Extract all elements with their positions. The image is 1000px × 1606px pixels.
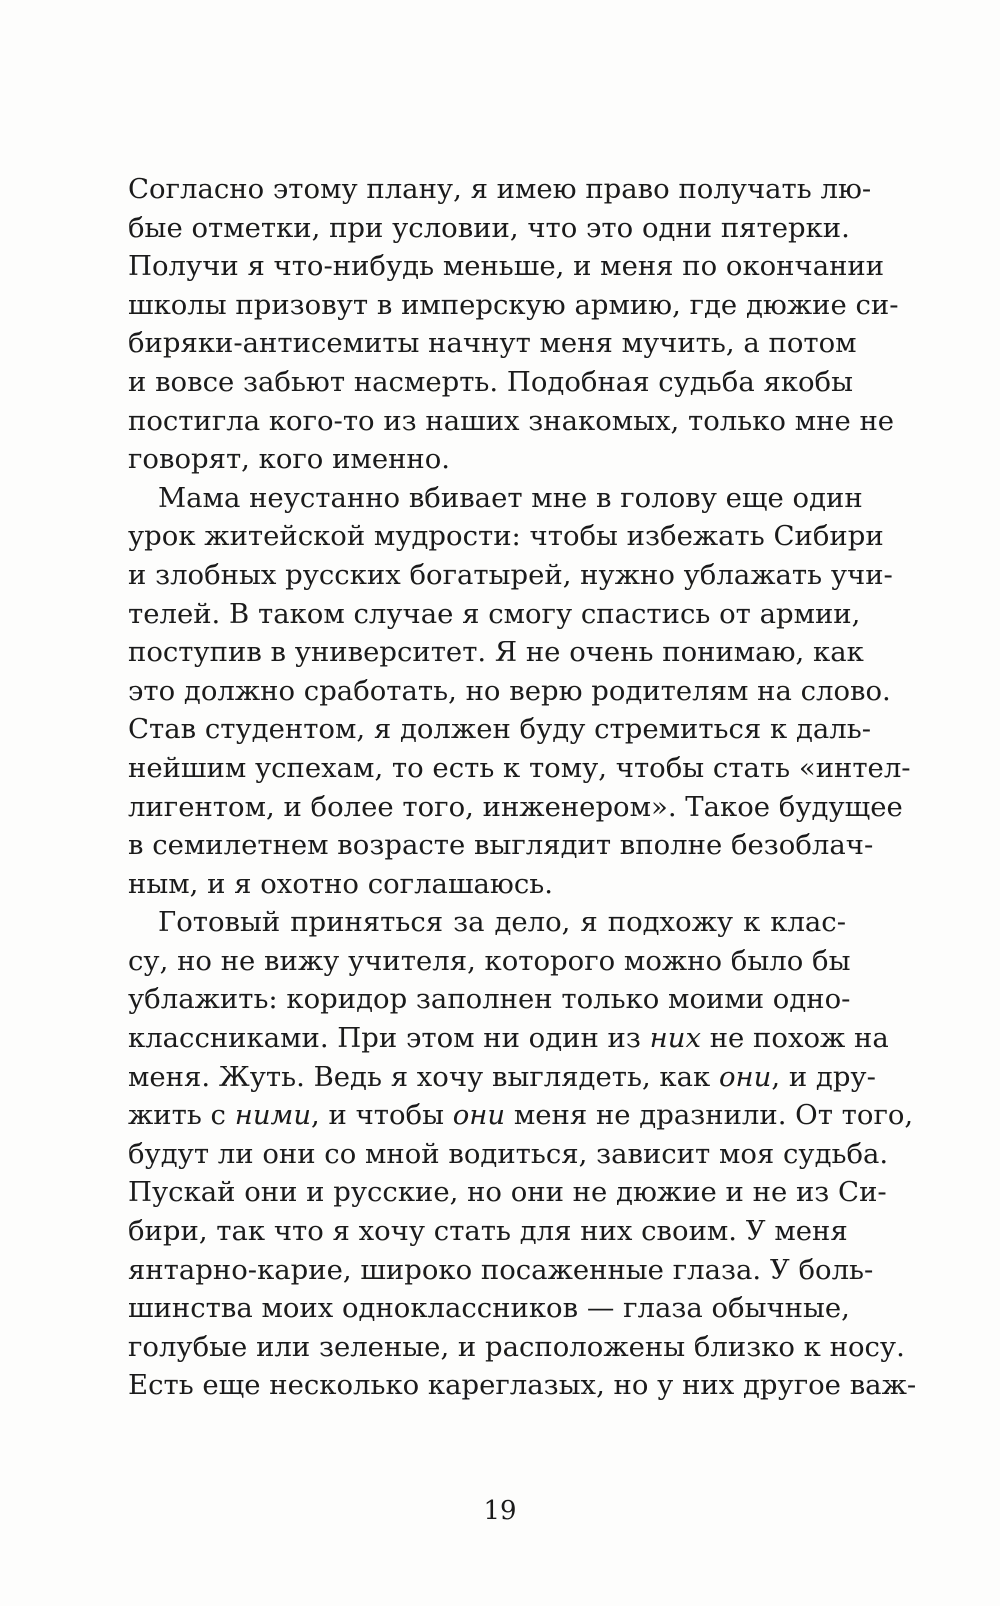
text-line: это должно сработать, но верю родителям на слово. — [128, 674, 891, 707]
text-line: шинства моих одноклассников — глаза обычные, — [128, 1292, 850, 1325]
text-line — [128, 1058, 876, 1097]
body-text — [128, 170, 917, 1405]
text-line: янтарно-карие, широко посаженные глаза. У боль- — [128, 1253, 874, 1286]
italic-text: они — [452, 1099, 506, 1132]
text-line: Став студентом, я должен буду стремиться к даль- — [128, 713, 872, 746]
text-line: лигентом, и более того, инженером». Такое будущее — [128, 790, 903, 823]
text-line — [128, 1019, 889, 1058]
text-line: бири, так что я хочу стать для них своим. У меня — [128, 1215, 848, 1248]
text-segment: не похож на — [700, 1022, 889, 1055]
text-line: Получи я что-нибудь меньше, и меня по окончании — [128, 250, 885, 283]
italic-text: ними — [234, 1099, 312, 1132]
text-line: в семилетнем возрасте выглядит вполне безоблач- — [128, 829, 874, 862]
text-line: Мама неустанно вбивает мне в голову еще один — [158, 481, 863, 514]
text-line: бые отметки, при условии, что это одни пятерки. — [128, 211, 850, 244]
text-line: телей. В таком случае я смогу спастись от армии, — [128, 597, 861, 630]
text-line: Пускай они и русские, но они не дюжие и не из Си- — [128, 1176, 887, 1209]
text-line: голубые или зеленые, и расположены близко к носу. — [128, 1330, 905, 1363]
text-segment: классниками. При этом ни один из — [128, 1022, 650, 1055]
text-line: и вовсе забьют насмерть. Подобная судьба якобы — [128, 365, 854, 398]
text-line: ублажить: коридор заполнен только моими одно- — [128, 983, 851, 1016]
text-segment: , и дру- — [771, 1060, 876, 1093]
text-line: школы призовут в имперскую армию, где дюжие си- — [128, 288, 899, 321]
text-segment: жить с — [128, 1099, 235, 1132]
text-line: поступив в университет. Я не очень понимаю, как — [128, 636, 864, 669]
italic-text: они — [718, 1060, 772, 1093]
text-line: ным, и я охотно соглашаюсь. — [128, 867, 553, 900]
text-line: Согласно этому плану, я имею право получать лю- — [128, 173, 872, 205]
text-line: Готовый приняться за дело, я подхожу к клас- — [158, 906, 846, 939]
text-segment: меня. Жуть. Ведь я хочу выглядеть, как — [128, 1060, 719, 1093]
text-line: су, но не вижу учителя, которого можно было бы — [128, 944, 851, 977]
text-line: биряки-антисемиты начнут меня мучить, а потом — [128, 327, 857, 360]
text-line: будут ли они со мной водиться, зависит моя судьба. — [128, 1137, 889, 1170]
text-segment: меня не дразнили. От того, — [505, 1099, 914, 1132]
text-line — [128, 1096, 914, 1135]
text-line: нейшим успехам, то есть к тому, чтобы стать «интел- — [128, 751, 911, 784]
text-line: говорят, кого именно. — [128, 443, 451, 476]
text-line: Есть еще несколько кареглазых, но у них другое важ- — [128, 1369, 917, 1402]
italic-text: них — [649, 1022, 701, 1055]
text-line: и злобных русских богатырей, нужно ублажать учи- — [128, 558, 893, 591]
text-segment: , и чтобы — [311, 1099, 453, 1132]
text-line: урок житейской мудрости: чтобы избежать Сибири — [128, 520, 884, 553]
text-line: постигла кого-то из наших знакомых, только мне не — [128, 404, 895, 437]
page-number: 19 — [483, 1496, 517, 1526]
